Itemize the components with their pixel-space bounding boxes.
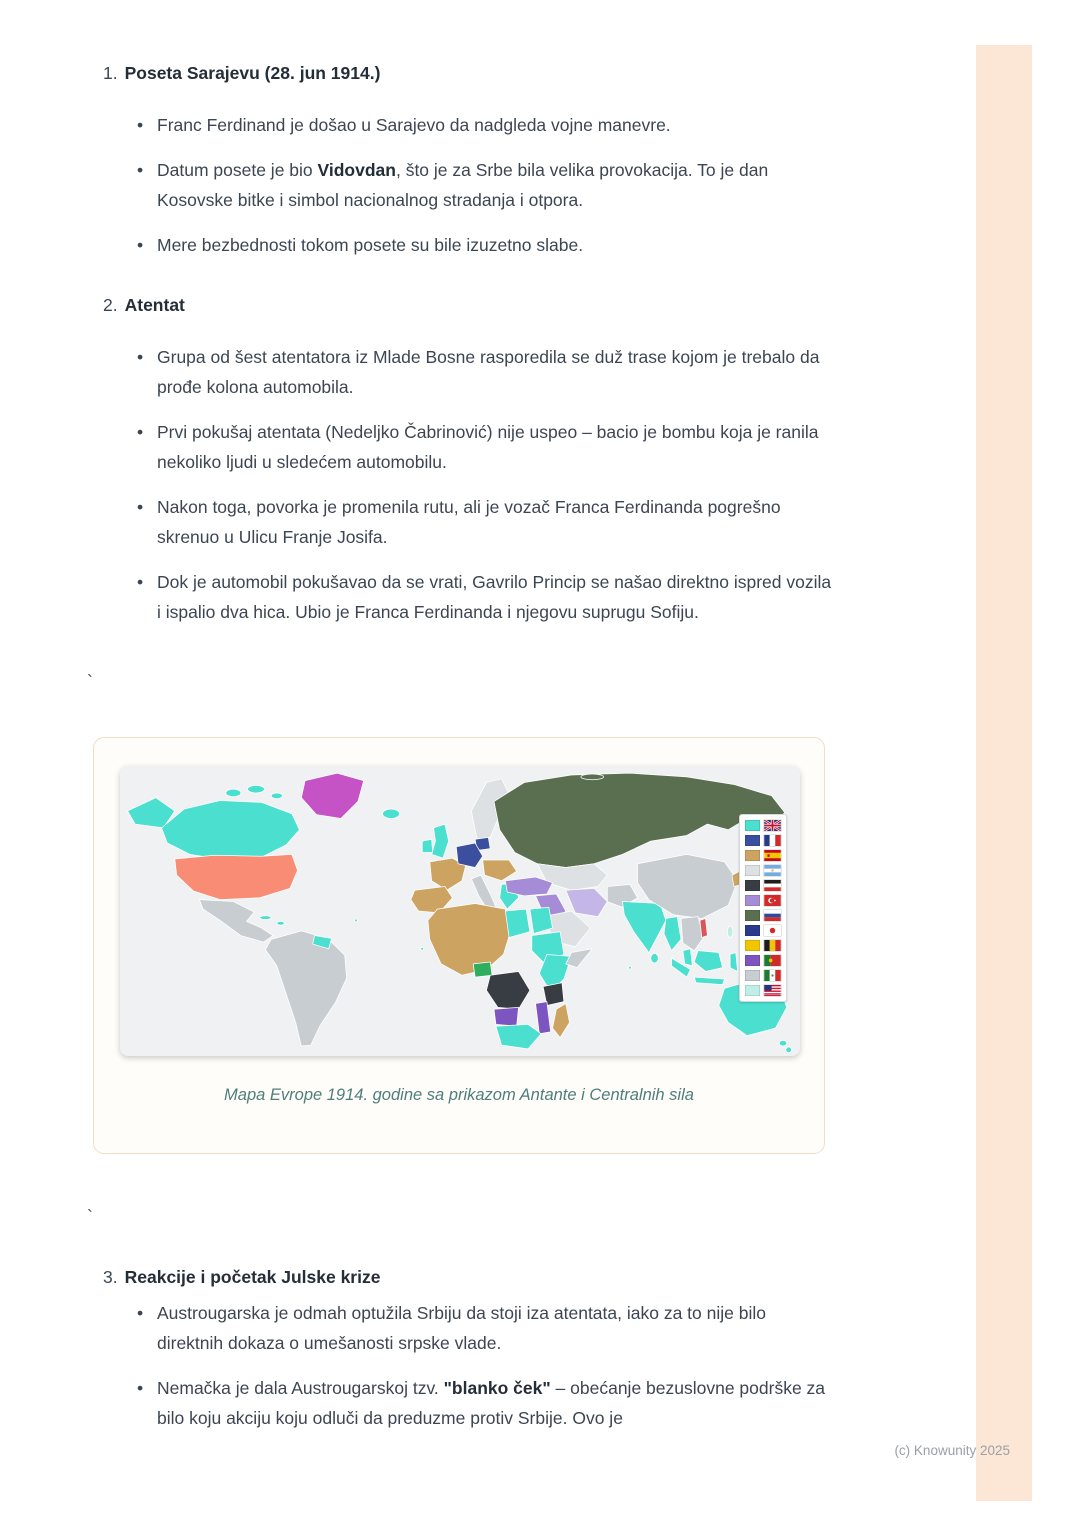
flag-germany-empire-icon bbox=[764, 880, 781, 891]
map-region bbox=[248, 785, 265, 793]
map-region bbox=[271, 793, 282, 799]
map-region bbox=[494, 1007, 519, 1026]
bullet-list bbox=[103, 110, 833, 260]
legend-swatch bbox=[745, 835, 760, 846]
legend-row bbox=[745, 925, 781, 936]
map-region bbox=[536, 1002, 551, 1034]
map-region bbox=[496, 1024, 541, 1049]
section-number: 3. bbox=[103, 1267, 118, 1287]
bullet-list bbox=[103, 1298, 833, 1433]
map-region bbox=[664, 917, 681, 951]
bullet-item: • Datum posete je bio Vidovdan, što je za Srbe bila velika provokacija. To je dan Kosovske bitke i simbol nacionalnog stradanja i otpora. bbox=[137, 155, 833, 215]
map-image bbox=[120, 766, 800, 1056]
section-title: Poseta Sarajevu (28. jun 1914.) bbox=[124, 63, 381, 83]
section-number: 2. bbox=[103, 295, 118, 315]
bullet-item: • Nakon toga, povorka je promenila rutu, ali je vozač Franca Ferdinanda pogrešno skrenuo u Ulicu Franje Josifa. bbox=[137, 492, 833, 552]
map-region bbox=[428, 903, 511, 975]
flag-japan-icon bbox=[764, 925, 781, 936]
map-region bbox=[683, 949, 692, 966]
map-region bbox=[629, 966, 632, 969]
bullet-item: • Franc Ferdinand je došao u Sarajevo da nadgleda vojne manevre. bbox=[137, 110, 833, 140]
map-region bbox=[473, 962, 492, 977]
flag-spain-icon bbox=[764, 850, 781, 861]
section-title: Reakcije i početak Julske krize bbox=[124, 1267, 381, 1287]
flag-argentina-icon bbox=[764, 865, 781, 876]
map-region bbox=[277, 921, 285, 925]
legend-swatch bbox=[745, 850, 760, 861]
section-atentat bbox=[103, 290, 833, 627]
map-region bbox=[505, 909, 530, 937]
map-region bbox=[355, 919, 358, 922]
map-region bbox=[730, 953, 738, 972]
bullet-item: • Nemačka je dala Austrougarskoj tzv. "blanko ček" – obećanje bezuslovne podrške za bilo koju akciju koju odluči da preduzme protiv Srbije. Ovo je bbox=[137, 1373, 833, 1433]
map-region bbox=[694, 977, 724, 985]
map-region bbox=[265, 931, 346, 1046]
legend-row bbox=[745, 850, 781, 861]
world-map-graphic bbox=[120, 766, 800, 1056]
legend-row bbox=[745, 970, 781, 981]
section-heading bbox=[103, 290, 833, 320]
flag-france-icon bbox=[764, 835, 781, 846]
map-region bbox=[260, 916, 271, 920]
map-region bbox=[226, 789, 241, 797]
map-region bbox=[432, 824, 449, 858]
legend-swatch bbox=[745, 985, 760, 996]
section-number: 1. bbox=[103, 63, 118, 83]
map-region bbox=[421, 947, 424, 950]
flag-turkey-icon bbox=[764, 895, 781, 906]
bullet-item: • Dok je automobil pokušavao da se vrati, Gavrilo Princip se našao direktno ispred vozila i ispalio dva hica. Ubio je Franca Ferdinanda i njegovu suprugu Sofiju. bbox=[137, 567, 833, 627]
bullet-item: • Mere bezbednosti tokom posete su bile izuzetno slabe. bbox=[137, 230, 833, 260]
map-region bbox=[422, 839, 432, 852]
map-caption: Mapa Evrope 1914. godine sa prikazom Antante i Centralnih sila bbox=[224, 1086, 694, 1104]
map-region bbox=[694, 951, 722, 972]
flag-belgium-icon bbox=[764, 940, 781, 951]
map-region bbox=[566, 949, 592, 968]
legend-swatch bbox=[745, 970, 760, 981]
backtick-mark: ` bbox=[87, 1207, 93, 1227]
bullet-item: • Grupa od šest atentatora iz Mlade Bosne rasporedila se duž trase kojom je trebalo da prođe kolona automobila. bbox=[137, 342, 833, 402]
flag-russia-icon bbox=[764, 910, 781, 921]
legend-row bbox=[745, 880, 781, 891]
legend-swatch bbox=[745, 925, 760, 936]
map-region bbox=[162, 801, 300, 861]
map-region bbox=[486, 971, 529, 1009]
bullet-list bbox=[103, 342, 833, 627]
section-reakcije bbox=[103, 1262, 833, 1433]
flag-mexico-icon bbox=[764, 970, 781, 981]
legend-swatch bbox=[745, 955, 760, 966]
map-region bbox=[483, 860, 517, 881]
legend-row bbox=[745, 820, 781, 831]
bullet-item: • Prvi pokušaj atentata (Nedeljko Čabrinović) nije uspeo – bacio je bombu koja je ranila nekoliko ljudi u sledećem automobilu. bbox=[137, 417, 833, 477]
legend-swatch bbox=[745, 865, 760, 876]
legend-row bbox=[745, 910, 781, 921]
map-region bbox=[301, 773, 363, 818]
legend-row bbox=[745, 940, 781, 951]
legend-swatch bbox=[745, 910, 760, 921]
decorative-margin-stripe bbox=[976, 45, 1032, 1501]
map-legend bbox=[739, 814, 787, 1002]
section-heading bbox=[103, 1262, 833, 1292]
section-heading bbox=[103, 58, 833, 88]
legend-swatch bbox=[745, 940, 760, 951]
flag-uk-icon bbox=[764, 820, 781, 831]
legend-swatch bbox=[745, 895, 760, 906]
legend-row bbox=[745, 895, 781, 906]
document-content bbox=[87, 58, 833, 1463]
map-region bbox=[383, 809, 400, 818]
map-region bbox=[622, 902, 665, 953]
map-region bbox=[727, 926, 733, 937]
map-region bbox=[779, 1040, 787, 1046]
legend-row bbox=[745, 865, 781, 876]
flag-usa-icon bbox=[764, 985, 781, 996]
legend-row bbox=[745, 955, 781, 966]
legend-swatch bbox=[745, 880, 760, 891]
map-figure bbox=[93, 737, 825, 1154]
legend-row bbox=[745, 985, 781, 996]
map-region bbox=[786, 1047, 792, 1053]
legend-row bbox=[745, 835, 781, 846]
section-title: Atentat bbox=[124, 295, 185, 315]
section-poseta-sarajevu bbox=[103, 58, 833, 260]
map-region bbox=[651, 954, 659, 963]
flag-portugal-icon bbox=[764, 955, 781, 966]
map-region bbox=[199, 900, 273, 943]
backtick-mark: ` bbox=[87, 672, 93, 692]
legend-swatch bbox=[745, 820, 760, 831]
map-region bbox=[175, 854, 298, 899]
map-region bbox=[581, 774, 604, 780]
map-region bbox=[553, 1004, 570, 1038]
copyright-footer: (c) Knowunity 2025 bbox=[894, 1443, 1010, 1458]
bullet-item: • Austrougarska je odmah optužila Srbiju da stoji iza atentata, iako za to nije bilo direktnih dokaza o umešanosti srpske vlade. bbox=[137, 1298, 833, 1358]
